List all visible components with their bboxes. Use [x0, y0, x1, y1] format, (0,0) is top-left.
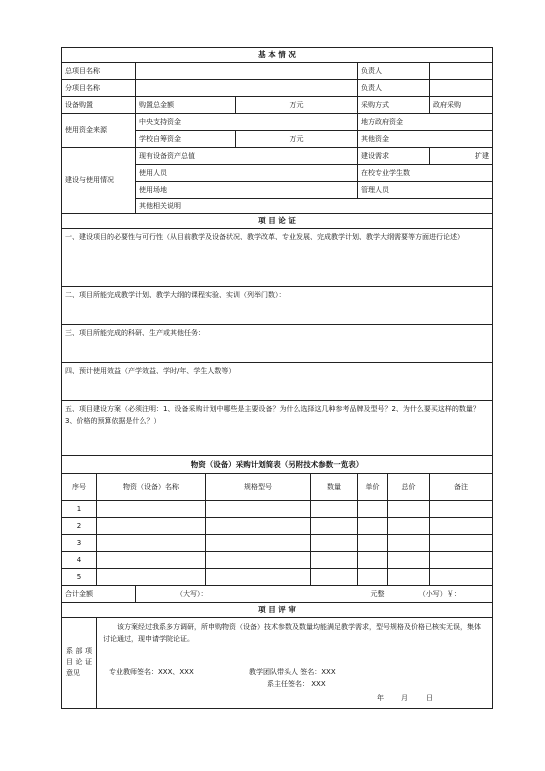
fund-source-label: 使用资金来源 — [62, 114, 136, 148]
central-fund-label: 中央支持资金 — [136, 114, 358, 131]
col-remark: 备注 — [430, 474, 493, 501]
col-unit-price: 单价 — [358, 474, 388, 501]
row-spec-cell[interactable] — [206, 518, 311, 535]
build-need-label: 建设需求 — [358, 148, 430, 165]
signature-block — [103, 668, 486, 704]
row-remark-cell[interactable] — [430, 569, 493, 586]
table-row — [62, 569, 493, 586]
other-notes-label: 其他相关说明 — [136, 199, 493, 214]
row-spec-cell[interactable] — [206, 535, 311, 552]
date-month: 月 — [401, 693, 408, 702]
review-opinion-cell — [97, 618, 493, 709]
total-project-label: 总项目名称 — [62, 63, 136, 80]
build-need-value: 扩建 — [430, 148, 493, 165]
date-day: 日 — [426, 693, 433, 702]
director-signature: 系主任签名： XXX — [267, 679, 326, 688]
purchase-method-label: 采购方式 — [358, 97, 430, 114]
build-use-label: 建设与使用情况 — [62, 148, 136, 214]
col-spec: 规格型号 — [206, 474, 311, 501]
row-qty-cell[interactable] — [311, 552, 358, 569]
row-name-cell[interactable] — [97, 501, 206, 518]
row-total-price-cell[interactable] — [388, 518, 430, 535]
other-fund-label: 其他资金 — [358, 131, 493, 148]
row-qty-cell[interactable] — [311, 535, 358, 552]
row-index: 1 — [62, 501, 97, 518]
argument-q5[interactable]: 五、项目建设方案（必须注明：1、设备采购计划中哪些是主要设备？为什么选择这几种参考品牌及型号？2、为什么要买这样的数量？3、价格的预算依据是什么？） — [62, 401, 493, 456]
row-remark-cell[interactable] — [430, 501, 493, 518]
users-label: 使用人员 — [136, 165, 358, 182]
argument-title: 项 目 论 证 — [62, 214, 493, 229]
row-qty-cell[interactable] — [311, 518, 358, 535]
managers-label: 管理人员 — [358, 182, 493, 199]
person-in-charge-label: 负责人 — [358, 63, 430, 80]
sub-project-label: 分项目名称 — [62, 80, 136, 97]
equipment-purchase-label: 设备购置 — [62, 97, 136, 114]
team-leader-signature: 教学团队带头人 签名：XXX — [249, 667, 336, 676]
date-year: 年 — [377, 693, 384, 702]
school-fund-unit[interactable]: 万元 — [236, 131, 358, 148]
total-daxie[interactable]: （大写）： — [136, 586, 276, 603]
table-row — [62, 501, 493, 518]
row-qty-cell[interactable] — [311, 569, 358, 586]
row-unit-price-cell[interactable] — [358, 518, 388, 535]
purchase-plan-title: 物资（设备）采购计划简表（另附技术参数一览表） — [62, 456, 493, 474]
row-spec-cell[interactable] — [206, 552, 311, 569]
total-amount-label: 购置总金额 — [136, 97, 236, 114]
row-name-cell[interactable] — [97, 518, 206, 535]
sub-person-in-charge-label: 负责人 — [358, 80, 430, 97]
teacher-signature: 专业教师签名：XXX、XXX — [109, 667, 194, 676]
argument-q1[interactable]: 一、建设项目的必要性与可行性（从目前教学及设备状况、教学改革、专业发展、完成教学计划、教学大纲需要等方面进行论述） — [62, 229, 493, 287]
row-remark-cell[interactable] — [430, 552, 493, 569]
col-name: 物资（设备）名称 — [97, 474, 206, 501]
total-project-field[interactable] — [136, 63, 358, 80]
argument-q3[interactable]: 三、项目所能完成的科研、生产或其他任务： — [62, 325, 493, 363]
sub-person-in-charge-field[interactable] — [430, 80, 493, 97]
row-spec-cell[interactable] — [206, 501, 311, 518]
row-total-price-cell[interactable] — [388, 501, 430, 518]
row-spec-cell[interactable] — [206, 569, 311, 586]
row-index: 4 — [62, 552, 97, 569]
row-remark-cell[interactable] — [430, 518, 493, 535]
row-unit-price-cell[interactable] — [358, 501, 388, 518]
table-row — [62, 518, 493, 535]
col-total-price: 总价 — [388, 474, 430, 501]
row-index: 2 — [62, 518, 97, 535]
application-form-table — [61, 47, 493, 709]
table-row — [62, 552, 493, 569]
row-total-price-cell[interactable] — [388, 535, 430, 552]
row-index: 3 — [62, 535, 97, 552]
total-xiaoxie[interactable]: （小写）￥： — [388, 586, 493, 603]
col-index: 序号 — [62, 474, 97, 501]
basic-info-title: 基 本 情 况 — [62, 48, 493, 63]
review-title: 项 目 评 审 — [62, 603, 493, 618]
purchase-method-value: 政府采购 — [430, 97, 493, 114]
col-qty: 数量 — [311, 474, 358, 501]
review-label: 系部项目论证意见 — [62, 618, 97, 709]
review-opinion-text: 该方案经过我系多方调研，所申购物资（设备）技术参数及数量均能满足教学需求，型号规格及价格已核实无误，集体讨论通过，现申请学院论证。 — [103, 623, 481, 643]
row-name-cell[interactable] — [97, 535, 206, 552]
row-name-cell[interactable] — [97, 552, 206, 569]
argument-q4[interactable]: 四、预计使用效益（产学效益、学时/年、学生人数等） — [62, 363, 493, 401]
row-name-cell[interactable] — [97, 569, 206, 586]
row-total-price-cell[interactable] — [388, 569, 430, 586]
total-amount-row-label: 合计金额 — [62, 586, 136, 603]
row-qty-cell[interactable] — [311, 501, 358, 518]
table-row — [62, 535, 493, 552]
row-unit-price-cell[interactable] — [358, 552, 388, 569]
total-yuanzheng: 元整 — [276, 586, 388, 603]
local-fund-label: 地方政府资金 — [358, 114, 493, 131]
person-in-charge-field[interactable] — [430, 63, 493, 80]
site-label: 使用场地 — [136, 182, 358, 199]
students-label: 在校专业学生数 — [358, 165, 493, 182]
row-total-price-cell[interactable] — [388, 552, 430, 569]
sub-project-field[interactable] — [136, 80, 358, 97]
school-fund-label: 学校自筹资金 — [136, 131, 236, 148]
row-unit-price-cell[interactable] — [358, 569, 388, 586]
existing-assets-label: 现有设备资产总值 — [136, 148, 358, 165]
row-index: 5 — [62, 569, 97, 586]
argument-q2[interactable]: 二、项目所能完成教学计划、教学大纲的课程实验、实训（列举门数）： — [62, 287, 493, 325]
total-amount-unit[interactable]: 万元 — [236, 97, 358, 114]
row-unit-price-cell[interactable] — [358, 535, 388, 552]
row-remark-cell[interactable] — [430, 535, 493, 552]
